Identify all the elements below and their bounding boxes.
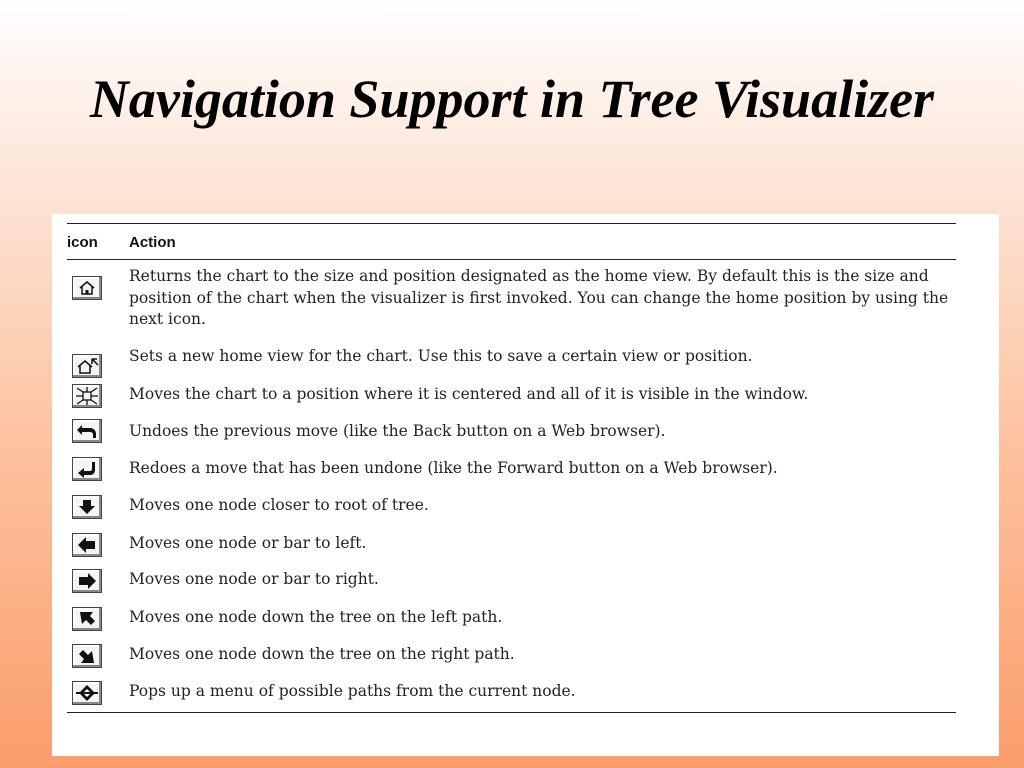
row-action-text: Moves one node closer to root of tree. [129,496,429,514]
row-action-text: Moves one node down the tree on the left path. [129,608,503,626]
undo-arrow-icon [72,419,102,443]
arrow-right-icon [72,569,102,593]
header-rule [67,259,956,260]
arrow-down-left-icon [72,607,102,631]
slide-title: Navigation Support in Tree Visualizer [89,69,935,129]
header-icon: icon [67,234,98,251]
redo-arrow-icon [72,457,102,481]
table-top-rule [67,223,956,224]
header-action: Action [129,234,176,251]
row-action-text: Undoes the previous move (like the Back button on a Web browser). [129,422,666,440]
arrow-left-icon [72,533,102,557]
table-bottom-rule [67,712,956,713]
paths-menu-icon [72,681,102,705]
row-action-text: Pops up a menu of possible paths from the current node. [129,682,576,700]
row-action-text: Moves one node or bar to left. [129,534,367,552]
set-home-icon [72,354,102,378]
navigation-table [52,214,999,756]
arrow-down-icon [72,495,102,519]
row-action-text: Returns the chart to the size and position designated as the home view. By default this is the size and position of the chart when the visualizer is first invoked. You can change the home position by using the next icon. [129,267,949,328]
row-action-text: Moves one node or bar to right. [129,570,379,588]
row-action-text: Redoes a move that has been undone (like the Forward button on a Web browser). [129,459,778,477]
home-view-icon [72,276,102,300]
row-action-text: Moves the chart to a position where it is centered and all of it is visible in the window. [129,385,809,403]
arrow-down-right-icon [72,644,102,668]
row-action-text: Sets a new home view for the chart. Use this to save a certain view or position. [129,347,753,365]
fit-to-window-icon [72,384,102,408]
row-action-text: Moves one node down the tree on the right path. [129,645,515,663]
